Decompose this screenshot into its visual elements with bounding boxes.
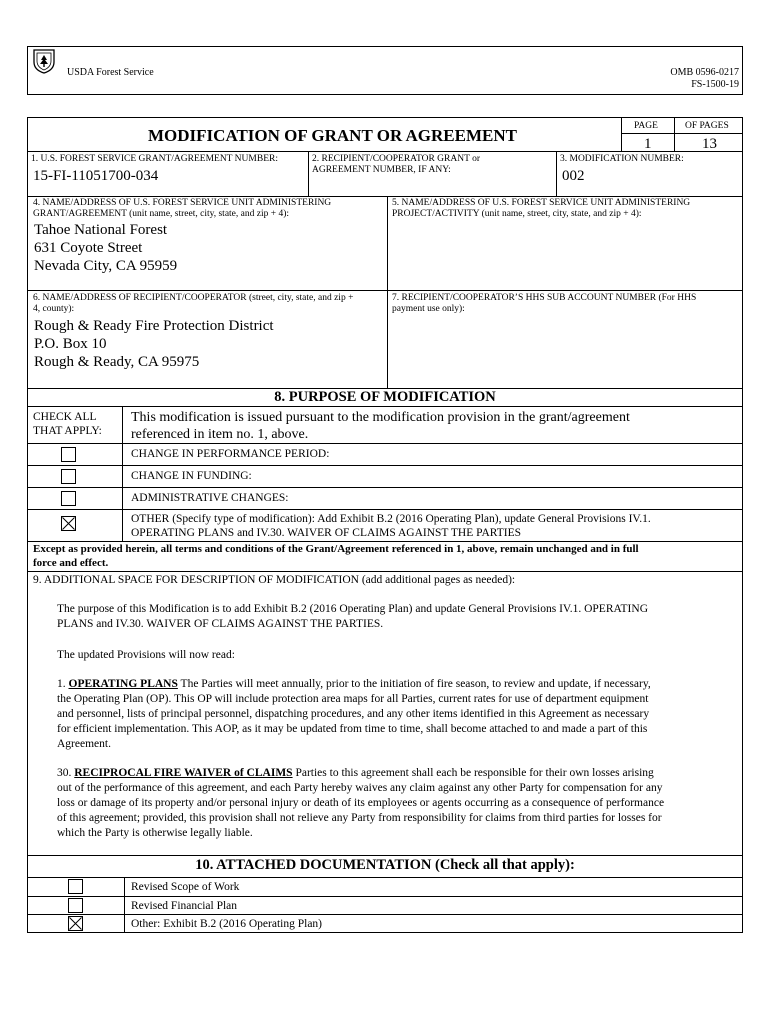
purpose-heading: 8. PURPOSE OF MODIFICATION	[274, 389, 496, 405]
other-attachment-checkbox[interactable]	[68, 916, 83, 931]
operating-plans-line-1: 1. OPERATING PLANS The Parties will meet annually, prior to the initiation of fire season, to review and update, if necessary,	[57, 678, 651, 690]
fire-waiver-line-3: loss or damage of its property and/or personal injury or death of its employees or agents occurring as a consequence of performance	[57, 797, 665, 809]
other-attachment-label: Other: Exhibit B.2 (2016 Operating Plan)	[131, 918, 322, 930]
administrative-changes-checkbox[interactable]	[61, 491, 76, 506]
agency-name: USDA Forest Service	[67, 67, 154, 78]
form-number: FS-1500-19	[691, 79, 739, 90]
item4-label-1: 4. NAME/ADDRESS OF U.S. FOREST SERVICE UNIT ADMINISTERING	[33, 198, 332, 208]
change-funding-checkbox[interactable]	[61, 469, 76, 484]
description-para-1-line-1: The purpose of this Modification is to add Exhibit B.2 (2016 Operating Plan) and update General Provisions IV.1. OPERATING	[57, 603, 648, 615]
item3-label: 3. MODIFICATION NUMBER:	[560, 154, 684, 164]
check-all-label-1: CHECK ALL	[33, 411, 97, 423]
other-modification-checkbox[interactable]	[61, 516, 76, 531]
item3-modification-number: 002	[562, 168, 585, 184]
item6-address-line-1: Rough & Ready Fire Protection District	[34, 318, 274, 334]
item4-address-line-3: Nevada City, CA 95959	[34, 258, 178, 274]
item4-label-2: GRANT/AGREEMENT (unit name, street, city, state, and zip + 4):	[33, 209, 289, 219]
item4-address-line-2: 631 Coyote Street	[34, 240, 143, 256]
revised-scope-label: Revised Scope of Work	[131, 881, 240, 893]
operating-plans-line-5: Agreement.	[57, 738, 111, 750]
item6-label-2: 4, county):	[33, 304, 75, 314]
omb-number: OMB 0596-0217	[670, 67, 739, 78]
item1-label: 1. U.S. FOREST SERVICE GRANT/AGREEMENT NUMBER:	[31, 154, 278, 164]
option-performance-period-label: CHANGE IN PERFORMANCE PERIOD:	[131, 448, 330, 460]
revised-financial-plan-label: Revised Financial Plan	[131, 900, 238, 912]
page-label: PAGE	[634, 121, 658, 131]
option-funding-label: CHANGE IN FUNDING:	[131, 470, 252, 482]
operating-plans-line-3: and personnel, lists of principal personnel, dispatching procedures, and any other items identified in this Agreement as necessary	[57, 708, 650, 720]
except-statement-1: Except as provided herein, all terms and conditions of the Grant/Agreement referenced in 1, above, remain unchanged and in full	[33, 543, 639, 555]
usda-shield-logo	[32, 48, 56, 74]
description-para-2: The updated Provisions will now read:	[57, 649, 235, 661]
fire-waiver-line-1: 30. RECIPROCAL FIRE WAIVER of CLAIMS Parties to this agreement shall each be responsible for their own losses arising	[57, 767, 654, 779]
item6-address-line-3: Rough & Ready, CA 95975	[34, 354, 200, 370]
form-title: MODIFICATION OF GRANT OR AGREEMENT	[148, 126, 517, 145]
purpose-intro-2: referenced in item no. 1, above.	[131, 427, 309, 442]
item1-agreement-number: 15-FI-11051700-034	[33, 168, 159, 184]
page-number: 1	[644, 136, 652, 152]
item2-label-2: AGREEMENT NUMBER, IF ANY:	[312, 165, 451, 175]
option-other-label-1: OTHER (Specify type of modification): Add Exhibit B.2 (2016 Operating Plan), update General Provisions IV.1.	[131, 513, 651, 525]
revised-financial-plan-checkbox[interactable]	[68, 898, 83, 913]
option-other-label-2: OPERATING PLANS and IV.30. WAIVER OF CLAIMS AGAINST THE PARTIES	[131, 527, 522, 539]
of-pages-number: 13	[702, 136, 717, 152]
item6-address-line-2: P.O. Box 10	[34, 336, 107, 352]
operating-plans-line-2: the Operating Plan (OP). This OP will include protection area maps for all Parties, current rates for use of department equipment	[57, 693, 649, 705]
purpose-intro-1: This modification is issued pursuant to the modification provision in the grant/agreement	[131, 410, 630, 425]
checkbox-x-mark-icon	[62, 517, 75, 530]
item4-address-line-1: Tahoe National Forest	[34, 222, 168, 238]
operating-plans-line-4: for efficient implementation. This AOP, as it may be updated from time to time, shall become attached to and made a part of this	[57, 723, 648, 735]
description-para-1-line-2: PLANS and IV.30. WAIVER OF CLAIMS AGAINST THE PARTIES.	[57, 618, 384, 630]
fire-waiver-line-2: out of the performance of this agreement, and each Party hereby waives any claim against any other Party for compensation for any	[57, 782, 663, 794]
except-statement-2: force and effect.	[33, 557, 109, 569]
checkbox-x-mark-icon	[69, 917, 82, 930]
of-pages-label: OF PAGES	[685, 121, 729, 131]
item5-label-1: 5. NAME/ADDRESS OF U.S. FOREST SERVICE UNIT ADMINISTERING	[392, 198, 691, 208]
item5-label-2: PROJECT/ACTIVITY (unit name, street, city, state, and zip + 4):	[392, 209, 642, 219]
additional-space-label: 9. ADDITIONAL SPACE FOR DESCRIPTION OF MODIFICATION (add additional pages as needed):	[33, 574, 516, 586]
revised-scope-checkbox[interactable]	[68, 879, 83, 894]
change-performance-period-checkbox[interactable]	[61, 447, 76, 462]
item7-label-2: payment use only):	[392, 304, 465, 314]
attached-heading: 10. ATTACHED DOCUMENTATION (Check all that apply):	[195, 857, 575, 873]
item7-label-1: 7. RECIPIENT/COOPERATOR’S HHS SUB ACCOUNT NUMBER (For HHS	[392, 293, 697, 303]
check-all-label-2: THAT APPLY:	[33, 425, 102, 437]
fire-waiver-line-5: which the Party is otherwise legally liable.	[57, 827, 253, 839]
fire-waiver-line-4: of this agreement; provided, this provision shall not relieve any Party from responsibility for claims from third parties for losses for	[57, 812, 662, 824]
item6-label-1: 6. NAME/ADDRESS OF RECIPIENT/COOPERATOR (street, city, state, and zip +	[33, 293, 354, 303]
item2-label-1: 2. RECIPIENT/COOPERATOR GRANT or	[312, 154, 481, 164]
option-administrative-label: ADMINISTRATIVE CHANGES:	[131, 492, 289, 504]
